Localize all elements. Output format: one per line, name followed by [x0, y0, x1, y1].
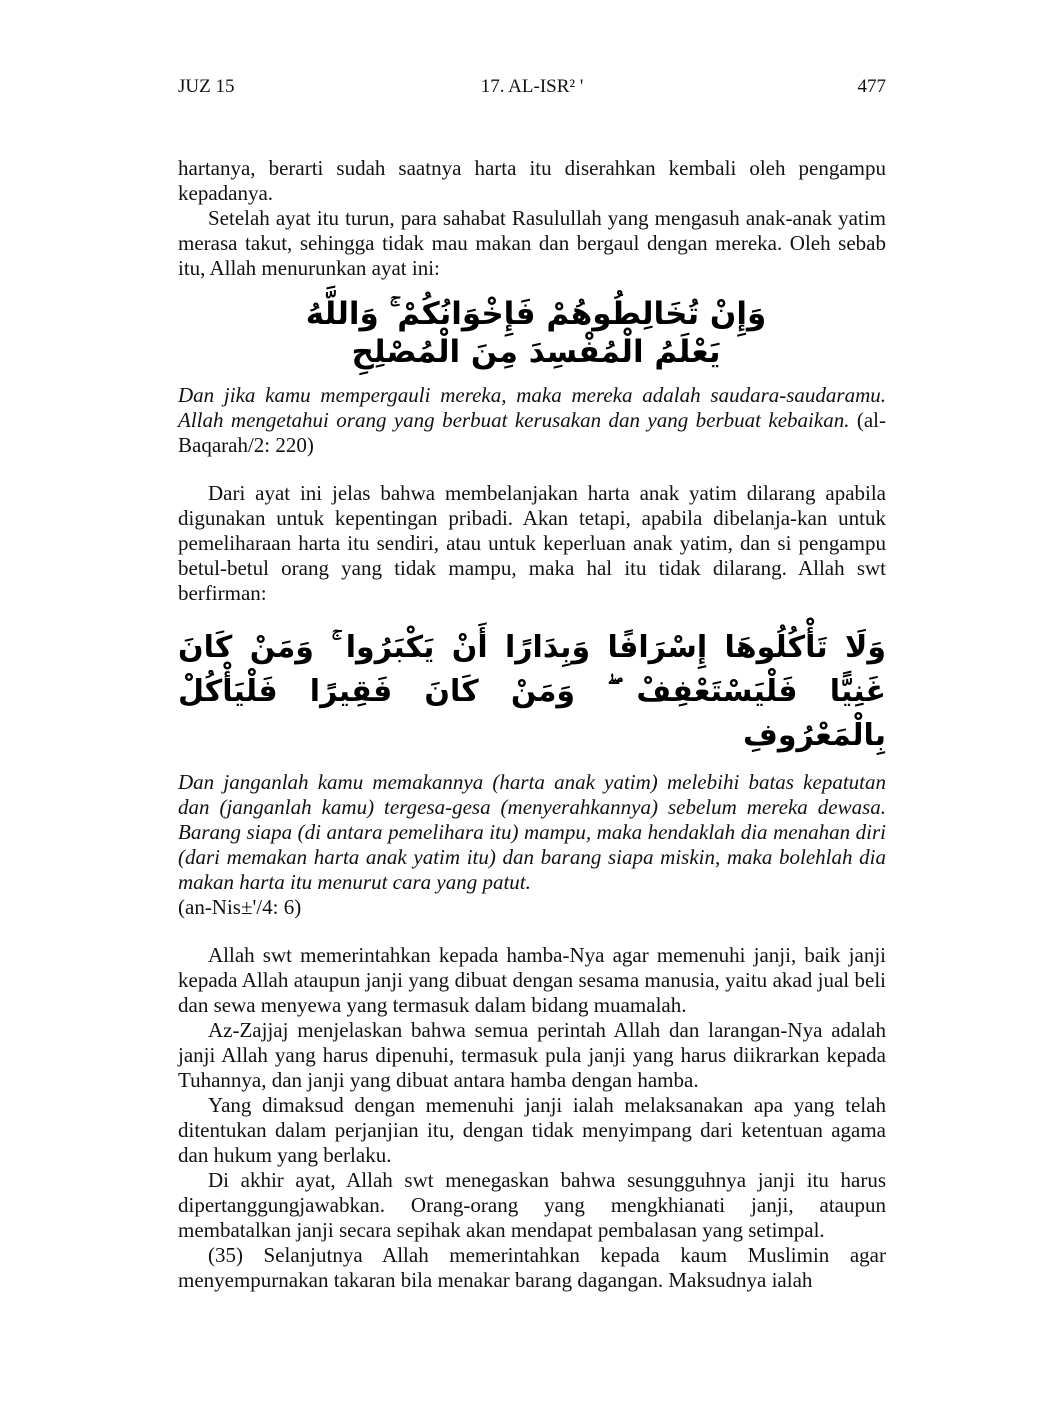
verse-reference: (an-Nis±'/4: 6): [178, 895, 302, 919]
arabic-verse-nisa-6: وَلَا تَأْكُلُوهَا إِسْرَافًا وَبِدَارًا أَنْ يَكْبَرُوا ۚ وَمَنْ كَانَ غَنِيًّا فَلْيَسْتَعْفِفْ ۖ وَمَنْ كَانَ فَقِيرًا فَلْيَأْكُلْ بِالْمَعْرُوفِ: [178, 630, 886, 753]
translation-nisa-6: [178, 770, 886, 920]
page-header: [178, 76, 886, 102]
paragraph-5: Az-Zajjaj menjelaskan bahwa semua perintah Allah dan larangan-Nya adalah janji Allah yang harus dipenuhi, termasuk pula janji yang harus diikrarkan kepada Tuhannya, dan janji yang dibuat antara hamba dengan hamba.: [178, 1018, 886, 1092]
verse-reference: (al-Baqarah/2: 220): [178, 408, 887, 457]
paragraph-1: hartanya, berarti sudah saatnya harta itu diserahkan kembali oleh pengampu kepadanya.: [178, 156, 886, 205]
paragraph-6: Yang dimaksud dengan memenuhi janji ialah melaksanakan apa yang telah ditentukan dalam perjanjian itu, dengan tidak menyimpang dari ketentuan agama dan hukum yang berlaku.: [178, 1093, 886, 1167]
page-body: [178, 156, 886, 1293]
arabic-verse-baqarah-220: وَإِنْ تُخَالِطُوهُمْ فَإِخْوَانُكُمْ ۚ وَاللَّهُ يَعْلَمُ الْمُفْسِدَ مِنَ الْمُصْلِحِ: [305, 296, 767, 370]
translation-text: Dan jika kamu mempergauli mereka, maka mereka adalah saudara-saudaramu. Allah mengetahui orang yang berbuat kerusakan dan yang berbuat kebaikan.: [178, 383, 886, 432]
paragraph-7: Di akhir ayat, Allah swt menegaskan bahwa sesungguhnya janji itu harus dipertanggungjawabkan. Orang-orang yang mengkhianati janji, ataupun membatalkan janji secara sepihak akan mendapat pembalasan yang setimpal.: [178, 1168, 886, 1242]
translation-text: Dan janganlah kamu memakannya (harta anak yatim) melebihi batas kepatutan dan (janganlah kamu) tergesa-gesa (menyerahkannya) sebelum mereka dewasa. Barang siapa (di antara pemelihara itu) mampu, maka hendaklah dia menahan diri (dari memakan harta anak yatim itu) dan barang siapa miskin, maka bolehlah dia makan harta itu menurut cara yang patut.: [178, 770, 886, 894]
paragraph-3: Dari ayat ini jelas bahwa membelanjakan harta anak yatim dilarang apabila digunakan untuk kepentingan pribadi. Akan tetapi, apabila dibelanja-kan untuk pemeliharaan harta itu sendiri, atau untuk keperluan anak yatim, dan si pengampu betul-betul orang yang tidak mampu, maka hal itu tidak dilarang. Allah swt berfirman:: [178, 481, 886, 605]
juz-label: JUZ 15: [178, 76, 235, 97]
paragraph-2: Setelah ayat itu turun, para sahabat Rasulullah yang mengasuh anak-anak yatim merasa takut, sehingga tidak mau makan dan bergaul dengan mereka. Oleh sebab itu, Allah menurunkan ayat ini:: [178, 206, 886, 280]
paragraph-4: Allah swt memerintahkan kepada hamba-Nya agar memenuhi janji, baik janji kepada Allah ataupun janji yang dibuat dengan sesama manusia, yaitu akad jual beli dan sewa menyewa yang termasuk dalam bidang muamalah.: [178, 943, 886, 1017]
surah-title: 17. AL-ISR² ': [480, 76, 584, 97]
translation-baqarah-220: [178, 383, 886, 458]
paragraph-8: (35) Selanjutnya Allah memerintahkan kepada kaum Muslimin agar menyempurnakan takaran bila menakar barang dagangan. Maksudnya ialah: [178, 1243, 886, 1292]
page-number: 477: [857, 76, 886, 97]
